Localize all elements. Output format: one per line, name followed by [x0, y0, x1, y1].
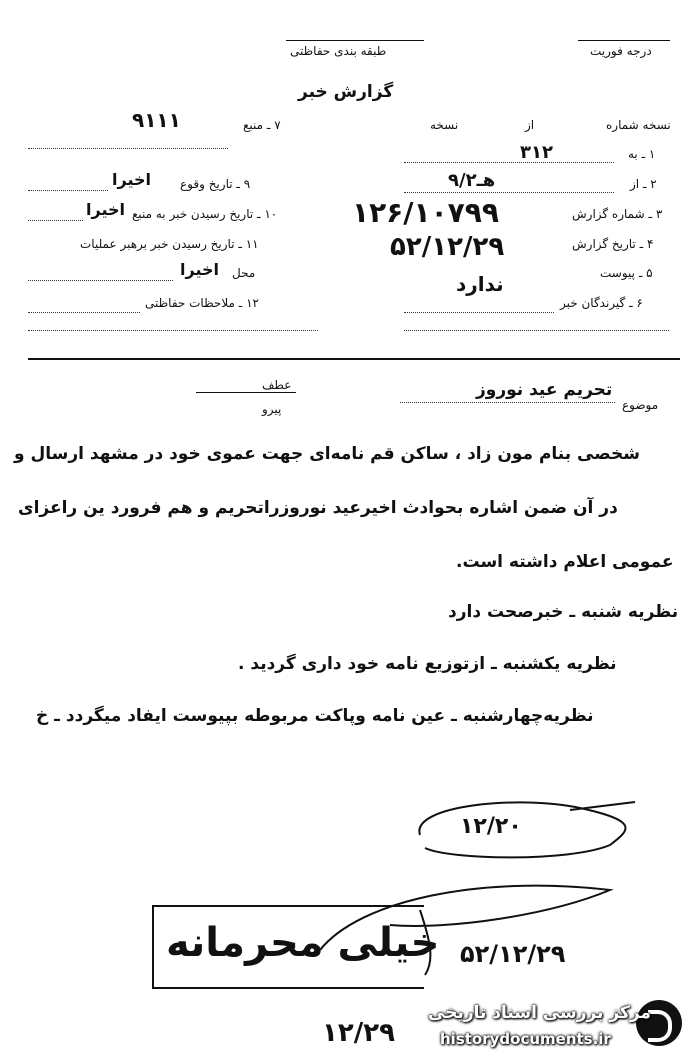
- notes-dotted-line-2: [28, 330, 318, 331]
- stamp-handwritten-date: ۵۲/۱۲/۲۹: [460, 940, 566, 968]
- ref-rule: [196, 392, 296, 393]
- classification-top-rule: [286, 40, 424, 41]
- report-date-value: ۵۲/۱۲/۲۹: [390, 232, 505, 262]
- follow-label: پیرو: [262, 402, 282, 416]
- body-line-3: عمومی اعلام داشته است.: [456, 552, 674, 572]
- body-line-2: در آن ضمن اشاره بحوادث اخیرعید نوروزراتحریم و هم فرورد ین راعزای: [18, 498, 618, 518]
- priority-label: درجه فوریت: [590, 44, 652, 58]
- location-label: محل: [232, 266, 256, 280]
- section-divider: [28, 358, 680, 360]
- opinion-saturday: نظریه شنبه ـ خبرصحت دارد: [448, 602, 679, 622]
- to-dotted-line: [404, 162, 614, 163]
- notes-dotted-line: [28, 312, 140, 313]
- classification-label: طبقه بندی حفاظتی: [290, 44, 387, 58]
- subject-value: تحریم عید نوروز: [476, 380, 613, 400]
- date-occurrence-label: ۹ ـ تاریخ وقوع: [180, 177, 251, 191]
- date-occurrence-value: اخیرا: [112, 170, 151, 189]
- copy-number-value: از: [525, 118, 535, 132]
- ref-label: عطف: [262, 378, 292, 392]
- date-received-source-label: ۱۰ ـ تاریخ رسیدن خبر به منبع: [132, 207, 278, 221]
- body-line-1: شخصی بنام مون زاد ، ساکن قم نامه‌ای جهت عموی خود در مشهد ارسال و: [14, 444, 640, 464]
- field-8-dotted-line: [28, 148, 228, 149]
- form-title: گزارش خبر: [298, 82, 394, 102]
- subject-dotted-line: [400, 402, 615, 403]
- watermark-text-fa: مرکز بررسی اسناد تاریخی: [428, 1003, 651, 1023]
- from-label: ۲ ـ از: [630, 177, 657, 191]
- subject-label: موضوع: [622, 398, 659, 412]
- attachment-label: ۵ ـ پیوست: [600, 266, 653, 280]
- copy-label: نسخه: [430, 118, 459, 132]
- recipients-dotted-line-2: [404, 330, 669, 331]
- attachment-value: ندارد: [456, 272, 504, 296]
- bottom-date: ۱۲/۲۹: [322, 1018, 395, 1048]
- from-dotted-line: [404, 192, 614, 193]
- signature-text: ۱۲/۲۰: [460, 814, 522, 839]
- confidential-stamp-text: خیلی محرمانه: [166, 920, 440, 966]
- to-value: ۳۱۲: [520, 142, 553, 163]
- date-received-source-value: اخیرا: [86, 200, 125, 219]
- from-value: ۹/هـ۲: [448, 170, 496, 191]
- copy-number-label: نسخه شماره: [606, 118, 671, 132]
- priority-top-rule: [578, 40, 670, 41]
- opinion-sunday: نظریه یکشنبه ـ ازتوزیع نامه خود داری گردید .: [238, 654, 617, 674]
- source-value: ۹۱۱۱: [132, 108, 181, 132]
- report-number-value: ۱۲۶/۱۰۷۹۹: [352, 196, 499, 229]
- recipients-label: ۶ ـ گیرندگان خبر: [560, 296, 643, 310]
- watermark-text-en: historydocuments.ir: [440, 1030, 611, 1048]
- recipients-dotted-line: [404, 312, 554, 313]
- to-label: ۱ ـ به: [628, 147, 656, 161]
- location-dotted-line: [28, 280, 173, 281]
- location-value: اخیرا: [180, 260, 219, 279]
- date-received-source-dotted-line: [28, 220, 83, 221]
- date-received-ops-label: ۱۱ ـ تاریخ رسیدن خبر برهبر عملیات: [80, 237, 259, 251]
- report-number-label: ۳ ـ شماره گزارش: [572, 207, 663, 221]
- notes-label: ۱۲ ـ ملاحظات حفاظتی: [145, 296, 259, 310]
- date-occurrence-dotted-line: [28, 190, 108, 191]
- opinion-wednesday: نظریه‌چهارشنبه ـ عین نامه وپاکت مربوطه بپیوست ایفاد میگردد ـ خ: [36, 706, 594, 726]
- report-date-label: ۴ ـ تاریخ گزارش: [572, 237, 654, 251]
- source-label: ۷ ـ منبع: [243, 118, 281, 132]
